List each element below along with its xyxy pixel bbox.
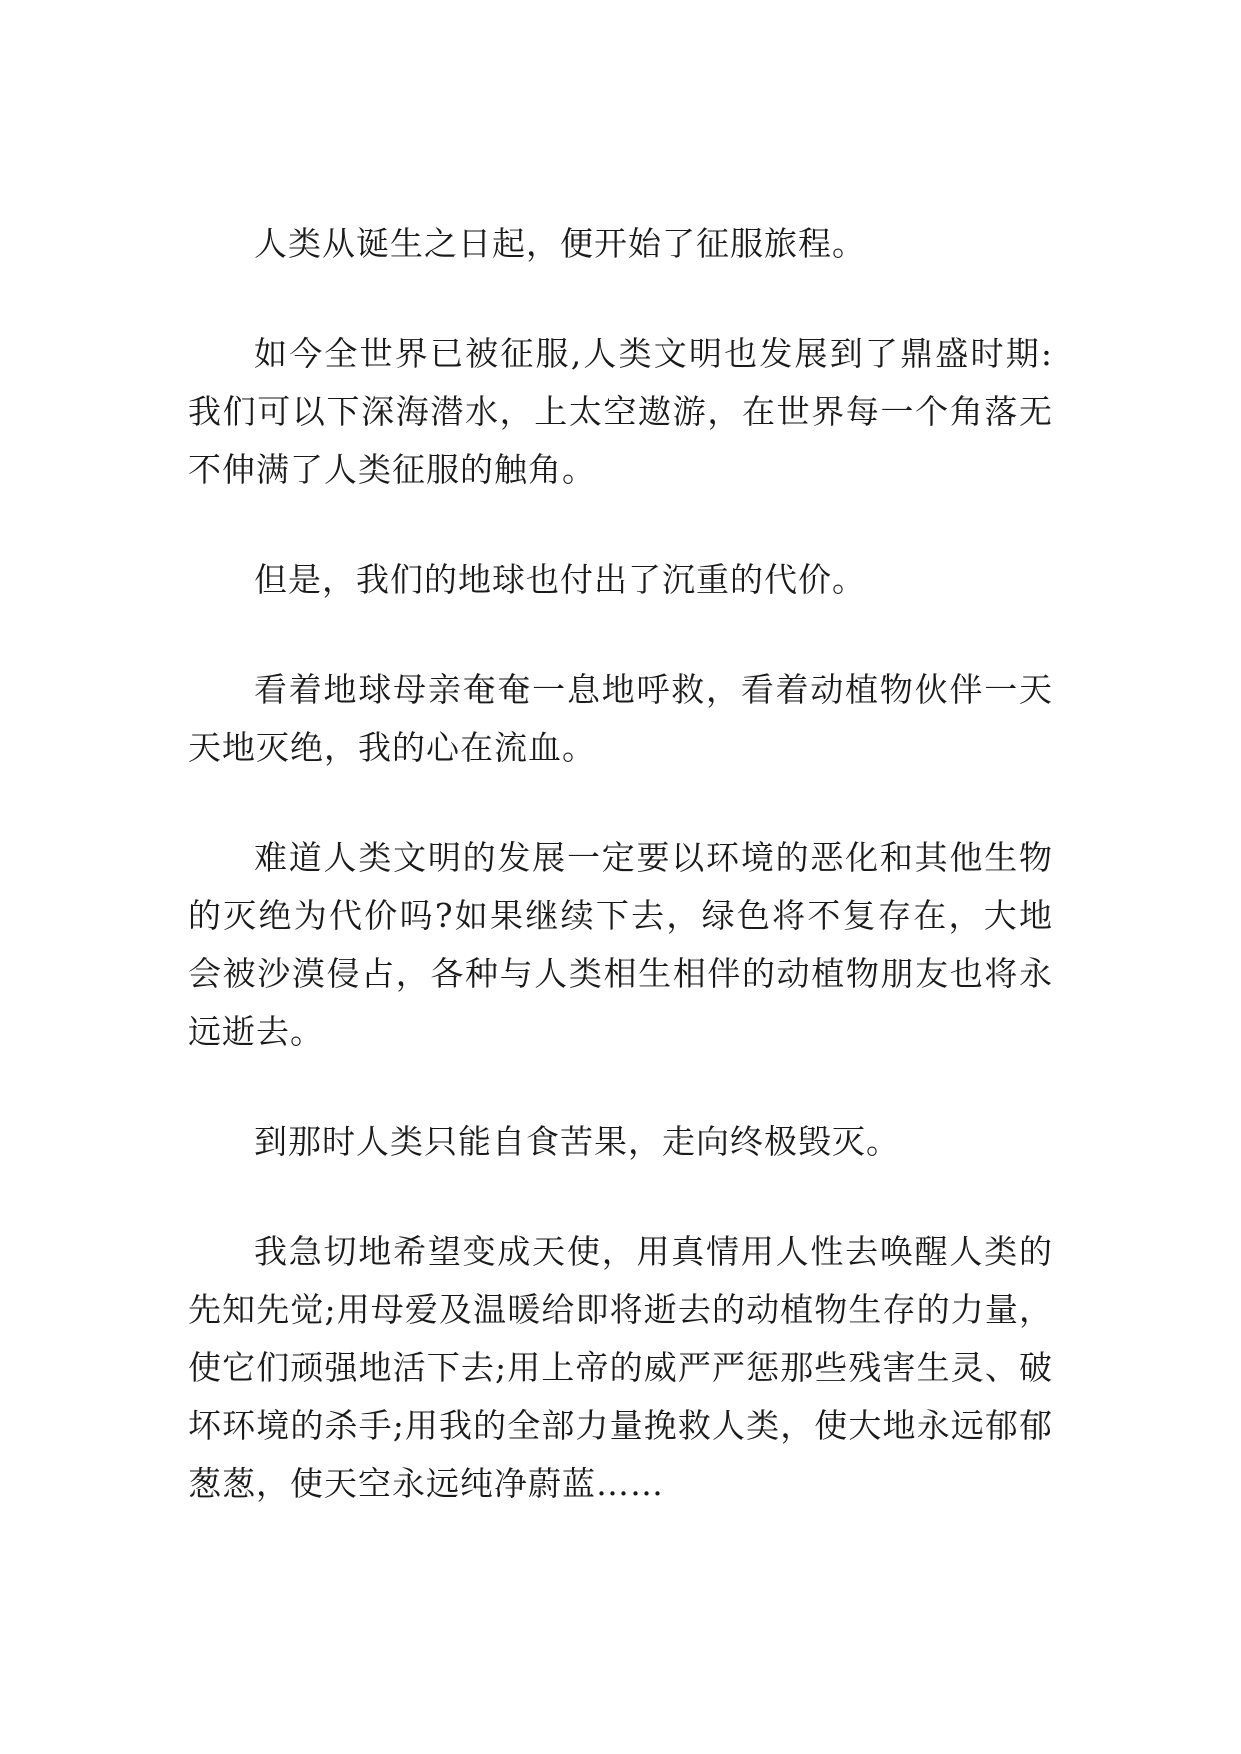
paragraph-2: 如今全世界已被征服,人类文明也发展到了鼎盛时期:我们可以下深海潜水，上太空遨游，在世界每一个角落无不伸满了人类征服的触角。 xyxy=(188,334,1053,489)
paragraph-1: 人类从诞生之日起，便开始了征服旅程。 xyxy=(254,224,866,263)
document-body xyxy=(188,215,1053,1513)
paragraph-5: 难道人类文明的发展一定要以环境的恶化和其他生物的灭绝为代价吗?如果继续下去，绿色将不复存在，大地会被沙漠侵占，各种与人类相生相伴的动植物朋友也将永远逝去。 xyxy=(188,838,1053,1051)
paragraph-4: 看着地球母亲奄奄一息地呼救，看着动植物伙伴一天天地灭绝，我的心在流血。 xyxy=(188,670,1053,767)
paragraph-3: 但是，我们的地球也付出了沉重的代价。 xyxy=(254,560,866,599)
paragraph-7: 我急切地希望变成天使，用真情用人性去唤醒人类的先知先觉;用母爱及温暖给即将逝去的动植物生存的力量，使它们顽强地活下去;用上帝的威严严惩那些残害生灵、破坏环境的杀手;用我的全部力量挽救人类，使大地永远郁郁葱葱，使天空永远纯净蔚蓝…… xyxy=(188,1232,1053,1503)
paragraph-6: 到那时人类只能自食苦果，走向终极毁灭。 xyxy=(254,1122,900,1161)
